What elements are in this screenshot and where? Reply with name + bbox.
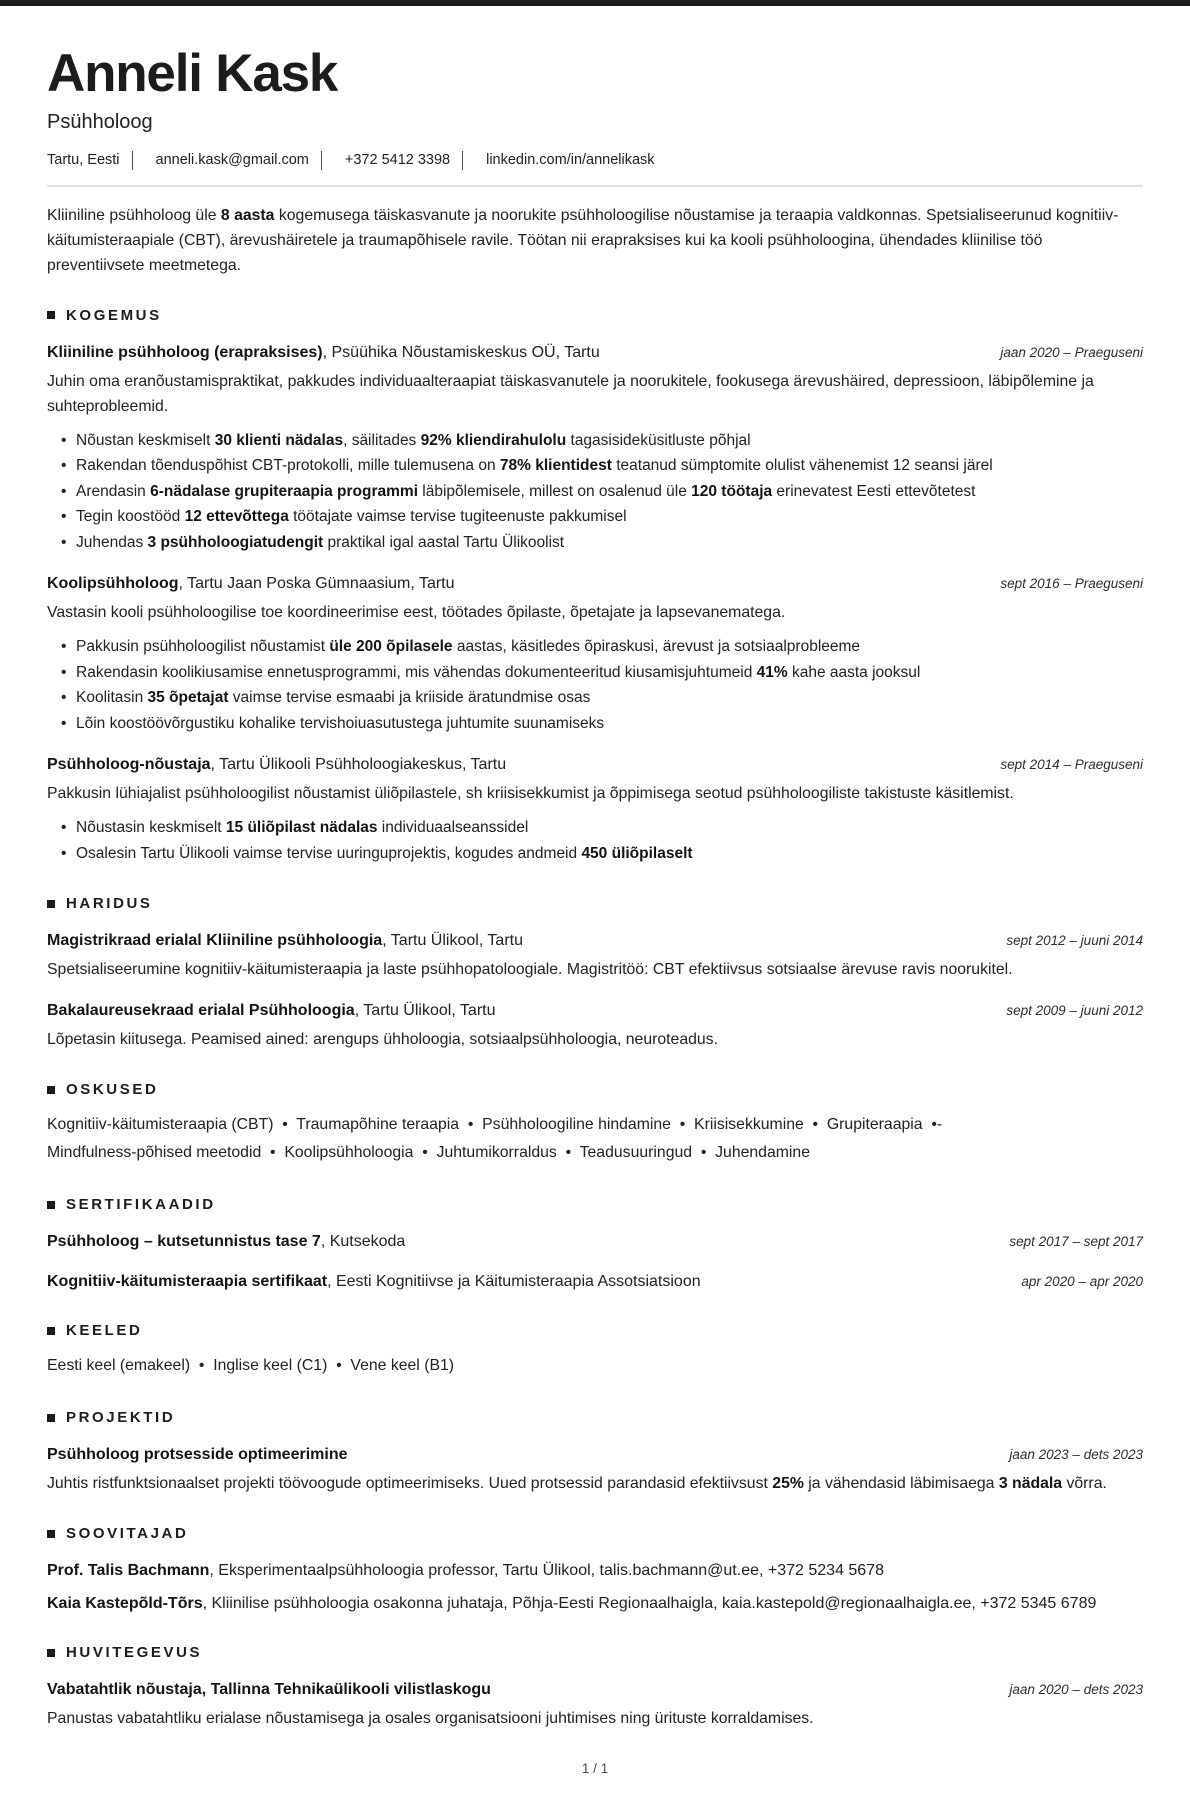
degree-date: sept 2009 – juuni 2012 [1006,1003,1143,1019]
section-square-icon [47,1649,55,1657]
section-title: HARIDUS [66,895,153,913]
degree-description: Spetsialiseerumine kognitiiv-käitumisteraapia ja laste psühhopatoloogiale. Magistritöö: CBT efektiivsus sotsiaalse ärevuse ravis noorukitel. [47,961,1013,979]
certificate-entry [47,1230,1143,1253]
person-name: Anneli Kask [47,44,338,103]
contact-line [47,151,1143,170]
education-entry [47,929,1143,982]
section-header [47,1644,1143,1661]
project-date: jaan 2023 – dets 2023 [1009,1447,1143,1463]
section-square-icon [47,311,55,319]
job-title: Kliiniline psühholoog (erapraksises), Psüühika Nõustamiskeskus OÜ, Tartu [47,343,600,361]
job-bullet: • Osalesin Tartu Ülikooli vaimse tervise uuringuprojektis, kogudes andmeid 450 üliõpilaselt [76,841,1143,867]
person-job-title: Psühholoog [47,110,153,133]
job-bullet-list [47,428,1143,556]
section-header [47,1196,1143,1213]
degree-title: Bakalaureusekraad erialal Psühholoogia, Tartu Ülikool, Tartu [47,1002,496,1020]
section-square-icon [47,1327,55,1335]
job-bullet: • Nõustasin keskmiselt 15 üliõpilast nädalas individuaalseanssidel [76,815,1143,841]
certificate-entry [47,1270,1143,1293]
section-projektid [47,1409,1143,1496]
section-header [47,1322,1143,1339]
section-title: HUVITEGEVUS [66,1644,203,1662]
project-description: Juhtis ristfunktsionaalset projekti töövoogude optimeerimiseks. Uued protsessid parandasid efektiivsust 25% ja vähendasid läbimisaega 3 nädala võrra. [47,1475,1107,1493]
job-date: sept 2014 – Praeguseni [1000,757,1143,773]
job-entry [47,572,1143,736]
referee-entry [47,1592,1143,1615]
job-date: sept 2016 – Praeguseni [1000,576,1143,592]
job-bullet: • Nõustan keskmiselt 30 klienti nädalas, säilitades 92% kliendirahulolu tagasisideküsitluste põhjal [76,428,1143,454]
section-oskused [47,1081,1143,1167]
contact-separator [132,151,133,170]
section-soovitajad [47,1525,1143,1615]
contact-location: Tartu, Eesti [47,152,120,169]
section-header [47,1409,1143,1426]
section-square-icon [47,1414,55,1422]
job-bullet: • Rakendan tõenduspõhist CBT-protokolli, mille tulemusena on 78% klientidest teatanud sümptomite olulist vähenemist 12 seansi järel [76,453,1143,479]
job-bullet: • Rakendasin koolikiusamise ennetusprogrammi, mis vähendas dokumenteeritud kiusamisjuhtumeid 41% kahe aasta jooksul [76,660,1143,686]
job-description: Vastasin kooli psühholoogilise toe koordineerimise eest, töötades õpilaste, õpetajate ja lapsevanematega. [47,604,786,622]
degree-title: Magistrikraad erialal Kliiniline psühholoogia, Tartu Ülikool, Tartu [47,932,523,950]
job-bullet-list [47,815,1143,866]
job-description: Juhin oma eranõustamispraktikat, pakkudes individuaalteraapiat täiskasvanutele ja noorukitele, fookusega ärevushäired, depressioon, läbipõlemine ja suhteprobleemid. [47,372,1094,415]
section-header [47,1525,1143,1542]
contact-separator [321,151,322,170]
degree-description: Lõpetasin kiitusega. Peamised ained: arengups ühholoogia, sotsiaalpsühholoogia, neuroteadus. [47,1031,718,1049]
job-entry [47,753,1143,866]
header-divider [47,185,1143,187]
section-kogemus [47,307,1143,867]
activity-entry [47,1678,1143,1731]
section-header [47,895,1143,912]
section-keeled [47,1322,1143,1380]
certificate-title: Psühholoog – kutsetunnistus tase 7, Kutsekoda [47,1233,406,1251]
job-bullet: • Koolitasin 35 õpetajat vaimse tervise esmaabi ja kriiside äratundmise osas [76,685,1143,711]
section-square-icon [47,900,55,908]
activity-date: jaan 2020 – dets 2023 [1009,1682,1143,1698]
languages-line: Eesti keel (emakeel) • Inglise keel (C1) • Vene keel (B1) [47,1357,455,1375]
section-header [47,307,1143,324]
activity-title: Vabatahtlik nõustaja, Tallinna Tehnikaülikooli vilistlaskogu [47,1681,491,1699]
education-entry [47,999,1143,1052]
referee-line: Kaia Kastepõld-Tõrs, Kliinilise psühholoogia osakonna juhataja, Põhja-Eesti Regionaalhaigla, kaia.kastepold@regionaalhaigla.ee, +372 5345 6789 [47,1595,1097,1613]
job-bullet: • Tegin koostööd 12 ettevõttega töötajate vaimse tervise tugiteenuste pakkumisel [76,504,1143,530]
page-number: 1 / 1 [581,1761,609,1777]
certificate-date: apr 2020 – apr 2020 [1021,1274,1143,1290]
project-entry [47,1443,1143,1496]
summary-text: Kliiniline psühholoog üle 8 aasta kogemusega täiskasvanute ja noorukite psühholoogilise nõustamise ja teraapia valdkonnas. Spetsialiseerunud kognitiiv-käitumisteraapiale (CBT), ärevushäiretele ja traumapõhisele ravile. Töötan nii erapraksises kui ka kooli psühholoogina, ühendades kliinilise töö preventiivsete meetmetega. [47,206,1119,274]
section-title: SOOVITAJAD [66,1525,189,1543]
section-square-icon [47,1201,55,1209]
contact-email: anneli.kask@gmail.com [155,152,309,169]
activity-description: Panustas vabatahtliku erialase nõustamisega ja osales organisatsiooni juhtimises ning ürituste korraldamises. [47,1710,814,1728]
job-date: jaan 2020 – Praeguseni [1000,344,1143,360]
section-square-icon [47,1530,55,1538]
section-title: SERTIFIKAADID [66,1196,216,1214]
job-title: Psühholoog-nõustaja, Tartu Ülikooli Psühholoogiakeskus, Tartu [47,756,507,774]
certificate-title: Kognitiiv-käitumisteraapia sertifikaat, Eesti Kognitiivse ja Käitumisteraapia Assotsiatsioon [47,1273,701,1291]
contact-phone: +372 5412 3398 [344,152,451,169]
skills-line: Mindfulness-põhised meetodid • Koolipsühholoogia • Juhtumikorraldus • Teadusuuringud • Juhendamine [47,1144,810,1162]
project-title: Psühholoog protsesside optimeerimine [47,1446,348,1464]
job-bullet: • Lõin koostöövõrgustiku kohalike tervishoiuasutustega juhtumite suunamiseks [76,711,1143,737]
referee-entry [47,1559,1143,1582]
job-title: Koolipsühholoog, Tartu Jaan Poska Gümnaasium, Tartu [47,575,455,593]
resume-page [0,6,1190,1799]
section-header [47,1081,1143,1098]
section-haridus [47,895,1143,1052]
section-title: KEELED [66,1322,143,1340]
job-description: Pakkusin lühiajalist psühholoogilist nõustamist üliõpilastele, sh kriisisekkumist ja õppimisega seotud psühholoogiliste takistuste käsitlemist. [47,785,1014,803]
section-title: PROJEKTID [66,1409,176,1427]
section-sertifikaadid [47,1196,1143,1293]
section-title: KOGEMUS [66,306,162,324]
job-bullet: • Arendasin 6-nädalase grupiteraapia programmi läbipõlemisele, millest on osalenud üle 120 töötaja erinevatest Eesti ettevõtetest [76,479,1143,505]
job-entry [47,341,1143,556]
job-bullet: • Juhendas 3 psühholoogiatudengit praktikal igal aastal Tartu Ülikoolist [76,530,1143,556]
contact-separator [462,151,463,170]
degree-date: sept 2012 – juuni 2014 [1006,933,1143,949]
job-bullet-list [47,634,1143,736]
referee-line: Prof. Talis Bachmann, Eksperimentaalpsühholoogia professor, Tartu Ülikool, talis.bachmann@ut.ee, +372 5234 5678 [47,1562,884,1580]
section-square-icon [47,1086,55,1094]
section-huvitegevus [47,1644,1143,1731]
skills-line: Kognitiiv-käitumisteraapia (CBT) • Traumapõhine teraapia • Psühholoogiline hindamine • Kriisisekkumine • Grupiteraapia •- [47,1116,943,1134]
job-bullet: • Pakkusin psühholoogilist nõustamist üle 200 õpilasele aastas, käsitledes õpiraskusi, ärevust ja sotsiaalprobleeme [76,634,1143,660]
contact-linkedin: linkedin.com/in/annelikask [486,152,655,169]
certificate-date: sept 2017 – sept 2017 [1009,1234,1143,1250]
section-title: OSKUSED [66,1081,159,1099]
